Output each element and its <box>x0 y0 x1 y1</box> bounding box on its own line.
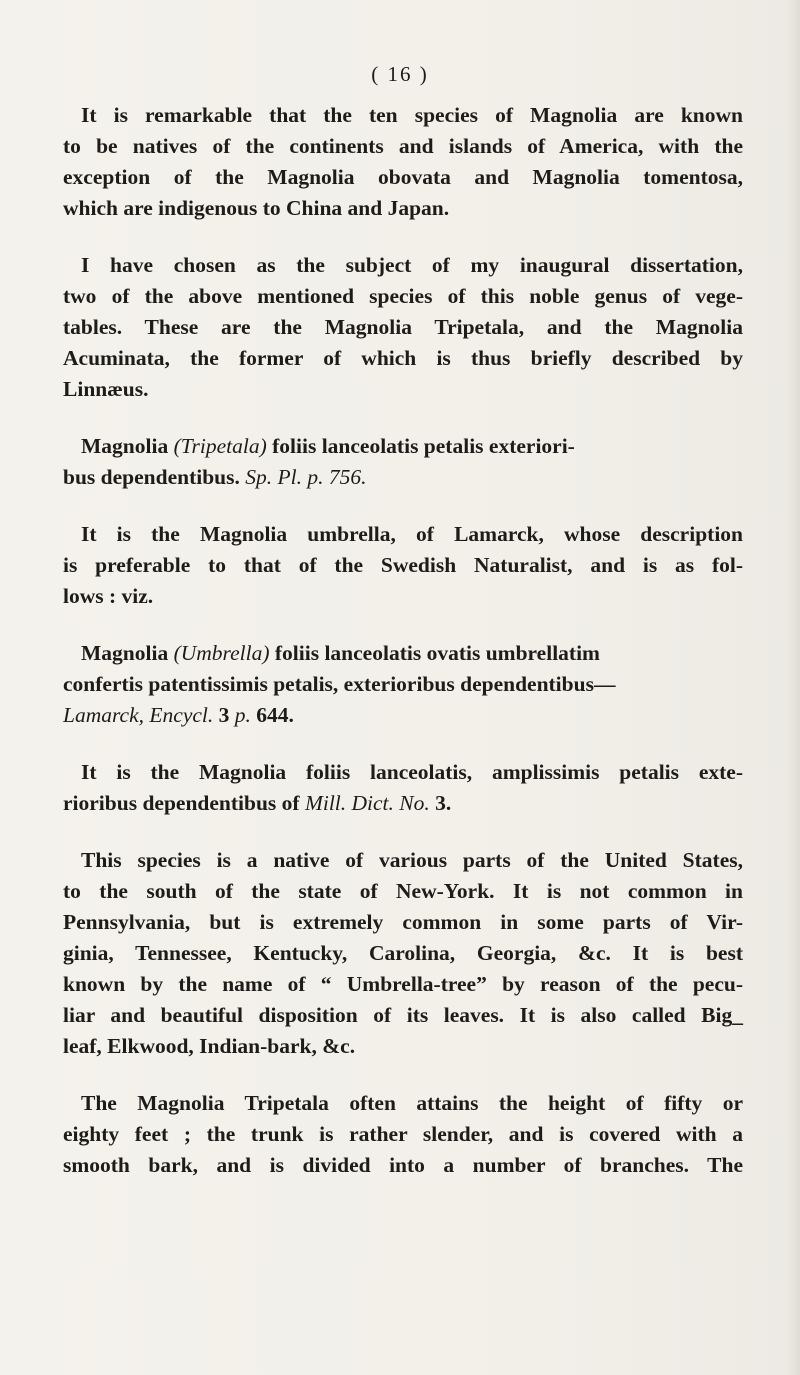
text-line: ginia, Tennessee, Kentucky, Carolina, Georgia, &c. It is best <box>63 941 743 965</box>
page-edge-shadow <box>786 0 800 1375</box>
text-line: liar and beautiful disposition of its leaves. It is also called Big_ <box>63 1003 743 1027</box>
text-line: to the south of the state of New-York. It is not common in <box>63 879 743 903</box>
paragraph-7 <box>63 845 743 1062</box>
citation: p. <box>234 703 251 727</box>
text-line <box>63 788 743 819</box>
text-run: 3 <box>213 703 235 727</box>
citation: Lamarck, Encycl. <box>63 703 214 727</box>
text-run: 644. <box>250 703 294 727</box>
text-line: exception of the Magnolia obovata and Magnolia tomentosa, <box>63 165 743 189</box>
text-run: Magnolia <box>81 641 174 665</box>
text-line: to be natives of the continents and islands of America, with the <box>63 134 743 158</box>
text-line <box>63 431 743 462</box>
citation: Sp. Pl. p. 756. <box>245 465 367 489</box>
text-line <box>63 462 743 493</box>
text-line: I have chosen as the subject of my inaugural dissertation, <box>81 253 743 277</box>
text-line: Pennsylvania, but is extremely common in some parts of Vir- <box>63 910 743 934</box>
text-line <box>63 638 743 669</box>
text-run: 3. <box>429 791 452 815</box>
text-line: known by the name of “ Umbrella-tree” by reason of the pecu- <box>63 972 743 996</box>
text-line: Linnæus. <box>63 377 149 401</box>
text-line: eighty feet ; the trunk is rather slender, and is covered with a <box>63 1122 743 1146</box>
text-line: two of the above mentioned species of this noble genus of vege- <box>63 284 743 308</box>
paragraph-3 <box>63 431 743 493</box>
paragraph-1 <box>63 100 743 224</box>
text-line: lows : viz. <box>63 584 154 608</box>
text-line: is preferable to that of the Swedish Naturalist, and is as fol- <box>63 553 743 577</box>
text-line: tables. These are the Magnolia Tripetala, and the Magnolia <box>63 315 743 339</box>
citation: Mill. Dict. No. <box>304 791 430 815</box>
text-line: smooth bark, and is divided into a number of branches. The <box>63 1153 743 1177</box>
text-run: rioribus dependentibus of <box>63 791 305 815</box>
text-run: bus dependentibus. <box>63 465 246 489</box>
text-line <box>63 700 743 731</box>
text-run: foliis lanceolatis petalis exteriori- <box>266 434 575 458</box>
paragraph-6 <box>63 757 743 819</box>
text-line: It is the Magnolia umbrella, of Lamarck, whose description <box>81 522 743 546</box>
text-line: It is the Magnolia foliis lanceolatis, amplissimis petalis exte- <box>81 760 743 784</box>
page-number: ( 16 ) <box>371 62 429 86</box>
paragraph-2 <box>63 250 743 405</box>
paragraph-8 <box>63 1088 743 1181</box>
text-line: which are indigenous to China and Japan. <box>63 196 450 220</box>
text-run: Magnolia <box>81 434 174 458</box>
paragraph-5 <box>63 638 743 731</box>
text-line: This species is a native of various parts of the United States, <box>81 848 743 872</box>
body-text <box>63 100 743 1207</box>
text-line: Acuminata, the former of which is thus briefly described by <box>63 346 743 370</box>
text-line: The Magnolia Tripetala often attains the height of fifty or <box>81 1091 743 1115</box>
paragraph-4 <box>63 519 743 612</box>
species-name: (Umbrella) <box>173 641 270 665</box>
text-line: leaf, Elkwood, Indian-bark, &c. <box>63 1034 356 1058</box>
text-run: foliis lanceolatis ovatis umbrellatim <box>269 641 600 665</box>
text-line: It is remarkable that the ten species of Magnolia are known <box>81 103 743 127</box>
text-line: confertis patentissimis petalis, exterioribus dependentibus— <box>63 672 616 696</box>
species-name: (Tripetala) <box>173 434 267 458</box>
